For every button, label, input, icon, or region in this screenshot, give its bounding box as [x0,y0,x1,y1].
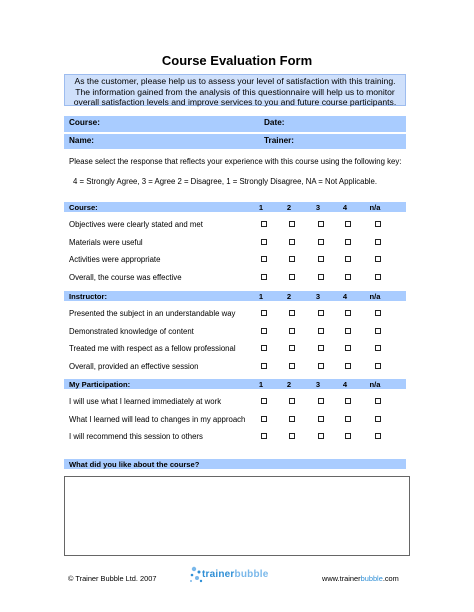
question-row [69,237,399,249]
section-title: Instructor: [69,292,107,301]
rating-checkbox[interactable] [289,274,295,280]
rating-checkbox[interactable] [345,239,351,245]
rating-checkbox[interactable] [261,221,267,227]
intro-line: overall satisfaction levels and improve services to you and future course participants. [73,97,397,107]
question-row [69,326,399,338]
rating-checkbox[interactable] [318,256,324,262]
rating-column-header: 4 [342,292,348,301]
rating-checkbox[interactable] [345,398,351,404]
section-title: My Participation: [69,380,131,389]
logo-wordmark: trainerbubble [202,569,269,580]
question-row [69,431,399,443]
date-label: Date: [264,118,285,127]
rating-checkbox[interactable] [318,239,324,245]
question-row [69,308,399,320]
rating-checkbox[interactable] [375,328,381,334]
question-row [69,219,399,231]
rating-checkbox[interactable] [345,274,351,280]
question-text: Overall, provided an effective session [69,361,199,371]
rating-checkbox[interactable] [345,221,351,227]
section-header [64,291,406,301]
rating-checkbox[interactable] [261,274,267,280]
rating-checkbox[interactable] [289,239,295,245]
name-label: Name: [69,136,95,145]
open-question-label: What did you like about the course? [69,460,200,469]
rating-checkbox[interactable] [289,310,295,316]
rating-checkbox[interactable] [318,433,324,439]
question-row [69,254,399,266]
rating-column-header: 4 [342,203,348,212]
rating-checkbox[interactable] [345,256,351,262]
rating-checkbox[interactable] [289,256,295,262]
question-text: I will use what I learned immediately at work [69,397,222,406]
question-text: Treated me with respect as a fellow professional [69,344,236,353]
rating-checkbox[interactable] [375,256,381,262]
rating-checkbox[interactable] [345,328,351,334]
copyright-text: © Trainer Bubble Ltd. 2007 [68,574,157,583]
section-header [64,379,406,389]
course-label: Course: [69,118,100,127]
question-row [69,414,399,426]
rating-checkbox[interactable] [375,398,381,404]
rating-column-header: 2 [286,203,292,212]
question-text: Materials were useful [69,237,143,247]
intro-line: As the customer, please help us to assess your level of satisfaction with this training. [74,76,396,86]
instructions-text: Please select the response that reflects your experience with this course using the following key: [69,157,402,166]
rating-column-header: 1 [258,380,264,389]
rating-checkbox[interactable] [318,221,324,227]
rating-checkbox[interactable] [261,433,267,439]
rating-checkbox[interactable] [289,345,295,351]
course-date-band [64,116,406,132]
rating-column-header: 1 [258,203,264,212]
form-title: Course Evaluation Form [161,53,313,68]
rating-checkbox[interactable] [289,221,295,227]
rating-column-header: n/a [369,203,381,212]
rating-checkbox[interactable] [345,345,351,351]
rating-checkbox[interactable] [289,416,295,422]
question-text: Overall, the course was effective [69,272,182,282]
rating-checkbox[interactable] [318,416,324,422]
question-text: Demonstrated knowledge of content [69,326,194,336]
rating-column-header: 3 [315,292,321,301]
question-text: I will recommend this session to others [69,432,203,441]
rating-checkbox[interactable] [375,433,381,439]
intro-box [64,74,406,106]
rating-column-header: 3 [315,203,321,212]
rating-column-header: 2 [286,292,292,301]
question-text: What I learned will lead to changes in my approach [69,414,246,424]
rating-checkbox[interactable] [289,328,295,334]
rating-checkbox[interactable] [375,239,381,245]
open-question-header [64,459,406,469]
rating-checkbox[interactable] [375,221,381,227]
trainer-bubble-logo [188,564,278,586]
rating-column-header: 4 [342,380,348,389]
rating-checkbox[interactable] [261,416,267,422]
rating-checkbox[interactable] [318,398,324,404]
rating-checkbox[interactable] [261,310,267,316]
rating-column-header: n/a [369,380,381,389]
intro-line: The information gained from the analysis of this questionnaire will help us to monitor [75,86,395,97]
section-header [64,202,406,212]
name-trainer-band [64,134,406,149]
rating-column-header: 2 [286,380,292,389]
rating-checkbox[interactable] [261,398,267,404]
answer-textbox[interactable] [64,476,410,556]
rating-checkbox[interactable] [375,416,381,422]
question-row [69,396,399,408]
rating-checkbox[interactable] [318,328,324,334]
rating-checkbox[interactable] [318,345,324,351]
question-text: Presented the subject in an understandable way [69,309,236,318]
rating-checkbox[interactable] [375,345,381,351]
rating-checkbox[interactable] [345,363,351,369]
rating-column-header: 1 [258,292,264,301]
question-row [69,343,399,355]
rating-column-header: 3 [315,380,321,389]
section-title: Course: [69,203,98,212]
rating-checkbox[interactable] [261,256,267,262]
rating-column-header: n/a [369,292,381,301]
rating-checkbox[interactable] [375,363,381,369]
rating-checkbox[interactable] [375,310,381,316]
rating-checkbox[interactable] [289,398,295,404]
rating-checkbox[interactable] [261,345,267,351]
question-row [69,361,399,373]
rating-checkbox[interactable] [318,310,324,316]
question-text: Activities were appropriate [69,255,161,264]
rating-checkbox[interactable] [318,363,324,369]
rating-checkbox[interactable] [345,310,351,316]
rating-key-text: 4 = Strongly Agree, 3 = Agree 2 = Disagree, 1 = Strongly Disagree, NA = Not Applicable. [73,177,378,186]
question-text: Objectives were clearly stated and met [69,220,203,229]
question-row [69,272,399,284]
rating-checkbox[interactable] [289,363,295,369]
rating-checkbox[interactable] [375,274,381,280]
rating-checkbox[interactable] [345,433,351,439]
rating-checkbox[interactable] [289,433,295,439]
rating-checkbox[interactable] [261,328,267,334]
rating-checkbox[interactable] [261,239,267,245]
rating-checkbox[interactable] [318,274,324,280]
rating-checkbox[interactable] [345,416,351,422]
trainer-label: Trainer: [264,136,295,145]
rating-checkbox[interactable] [261,363,267,369]
website-link[interactable]: www.trainerbubble.com [322,574,399,583]
